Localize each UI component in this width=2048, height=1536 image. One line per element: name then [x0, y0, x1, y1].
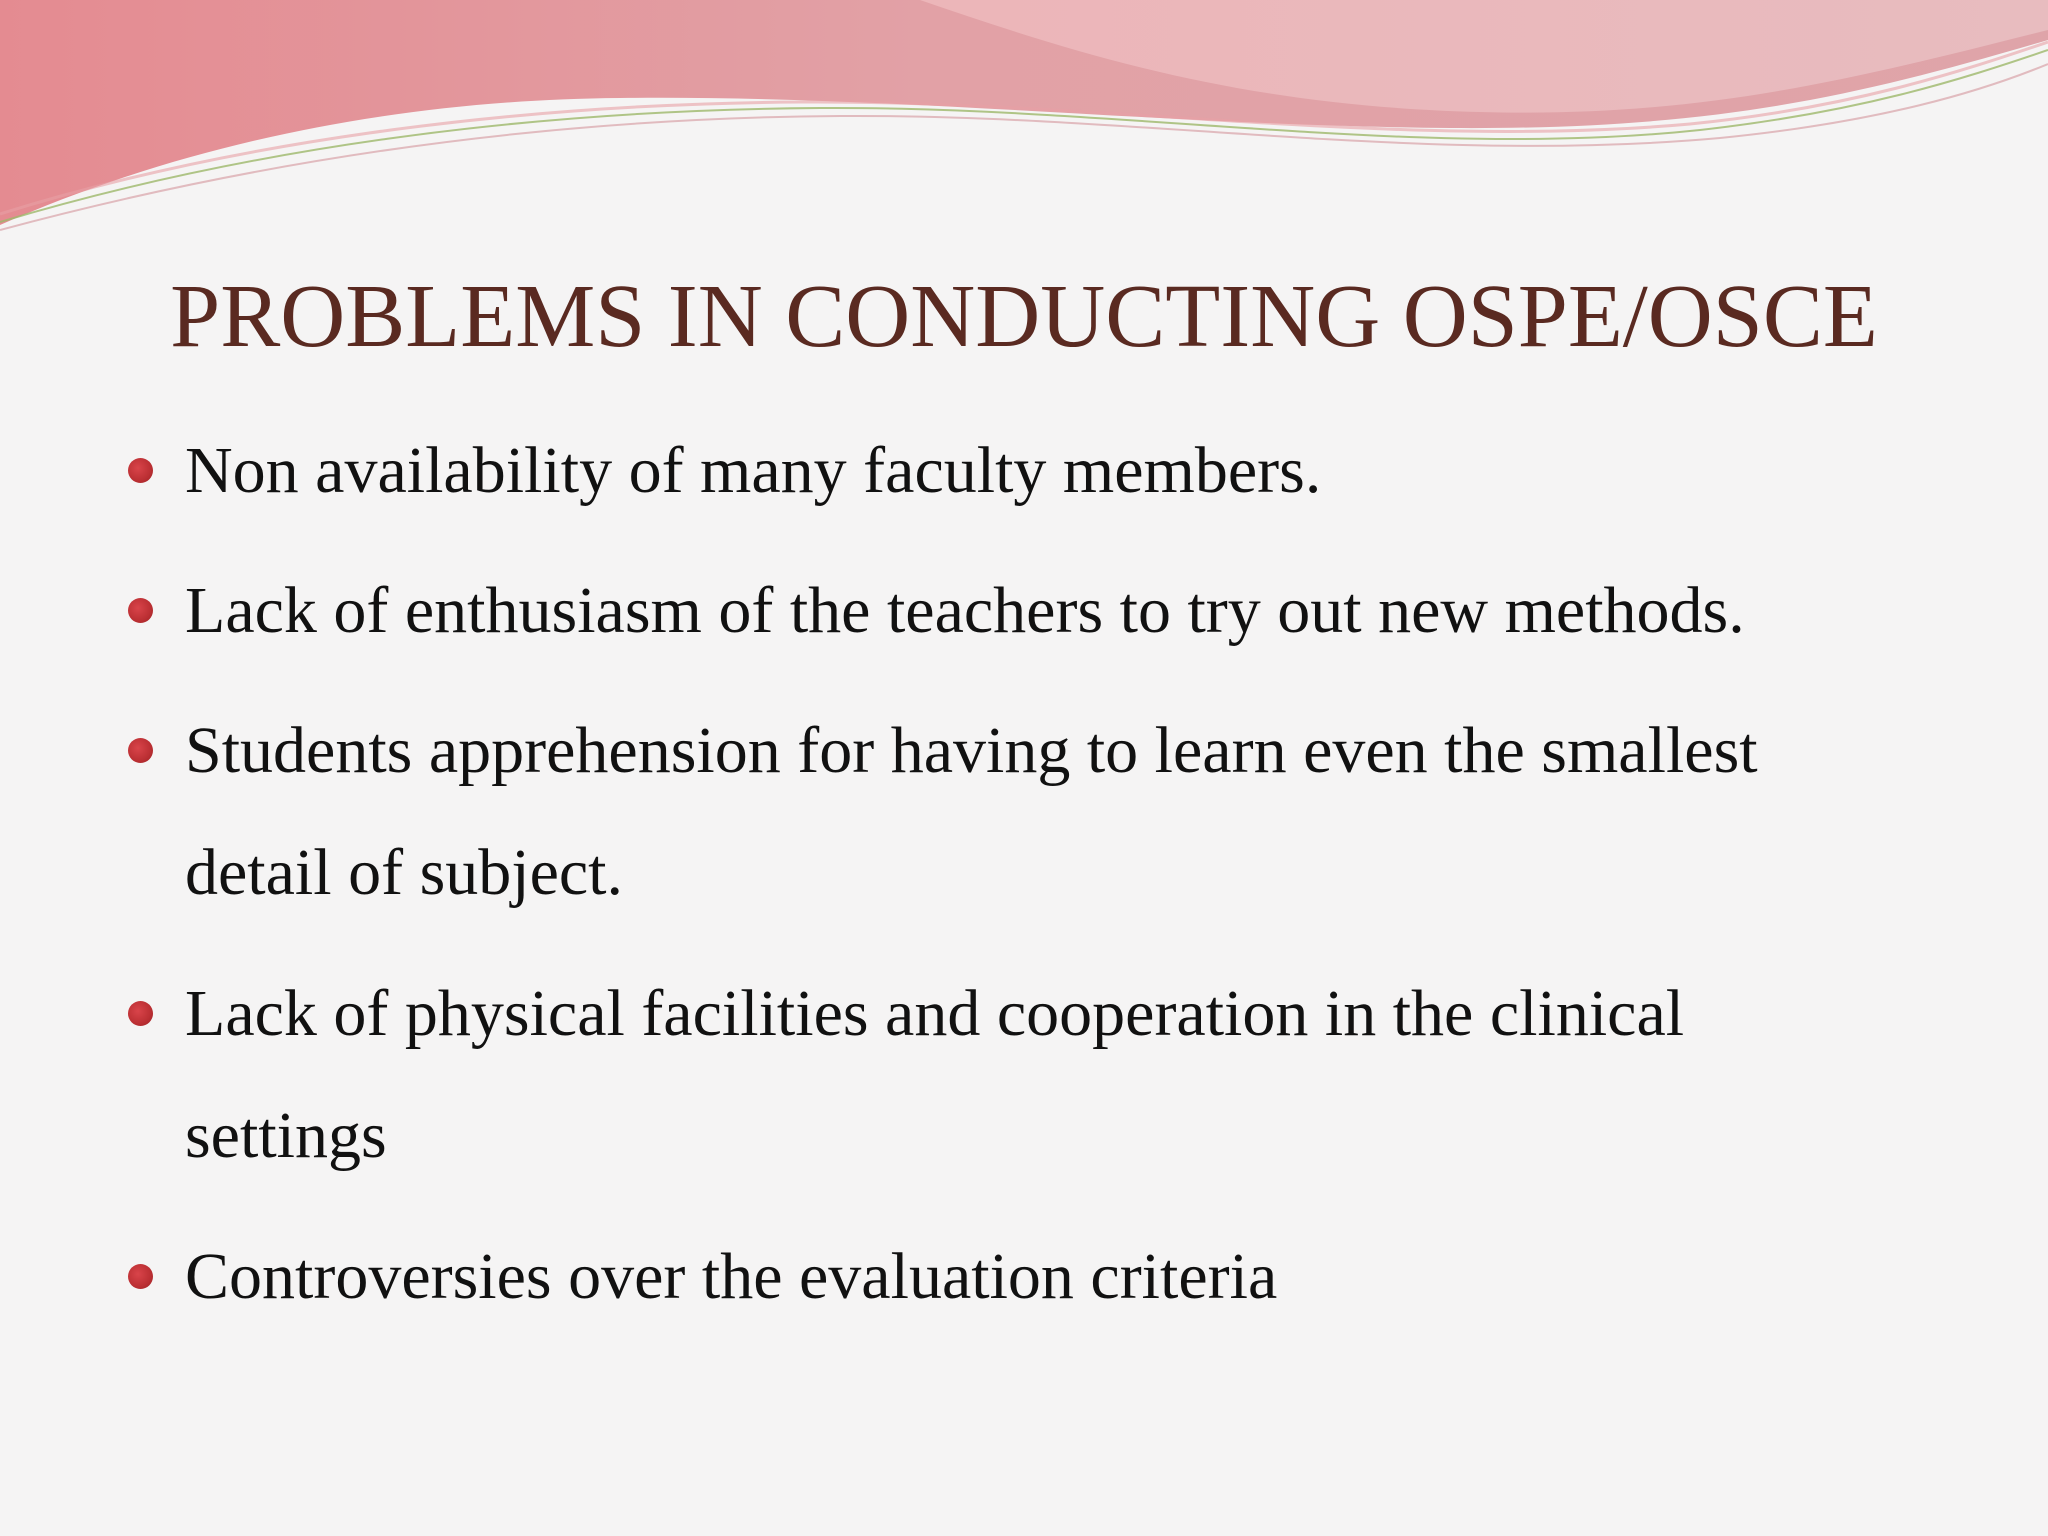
bullet-dot-icon [128, 598, 153, 623]
slide-title: PROBLEMS IN CONDUCTING OSPE/OSCE [170, 267, 1878, 366]
bullet-text: Non availability of many faculty members. [185, 434, 1322, 507]
bullet-text: Students apprehension for having to learn even the smallest detail of subject. [185, 714, 1758, 909]
bullet-text: Lack of enthusiasm of the teachers to try out new methods. [185, 574, 1745, 647]
bullet-dot-icon [128, 1264, 153, 1289]
bullet-text: Lack of physical facilities and cooperation in the clinical settings [185, 977, 1685, 1172]
bullet-dot-icon [128, 1001, 153, 1026]
bullet-dot-icon [128, 738, 153, 763]
bullet-text: Controversies over the evaluation criteria [185, 1240, 1278, 1313]
header-wave-decoration [0, 0, 2048, 260]
bullet-dot-icon [128, 458, 153, 483]
